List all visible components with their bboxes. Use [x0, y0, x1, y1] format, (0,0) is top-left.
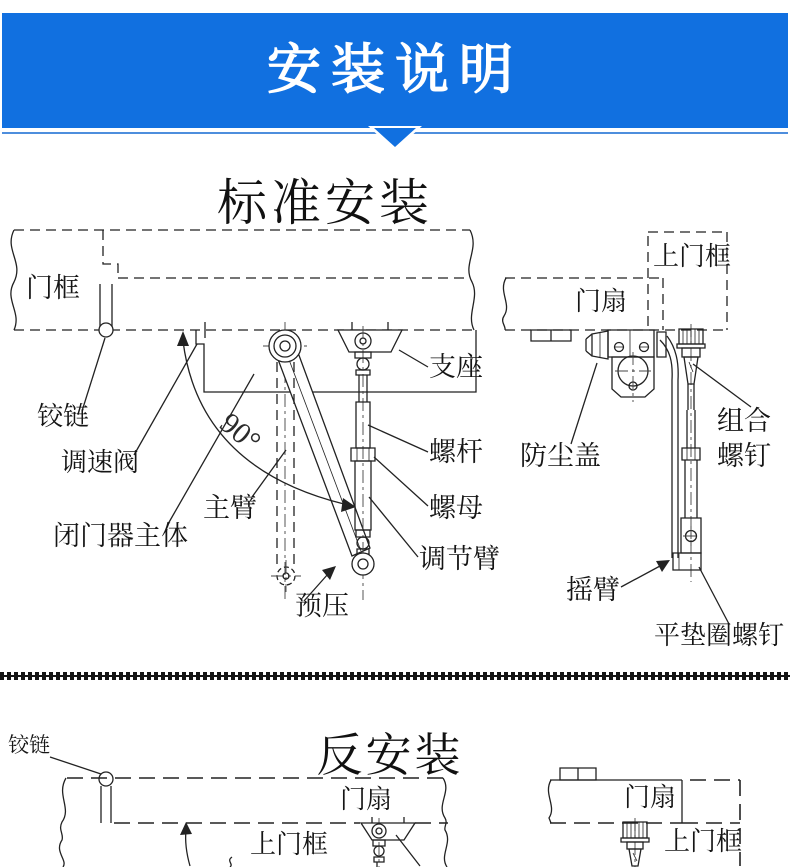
banner-title: 安装说明 [267, 40, 523, 100]
upper-frame-label-reverse-right: 上门框 [664, 827, 743, 856]
combo-screw-label [717, 404, 771, 473]
hinge-label-reverse: 铰链 [8, 733, 50, 757]
door-leaf-label-standard: 门扇 [575, 287, 628, 316]
speed-valve-label: 调速阀 [61, 448, 140, 477]
flat-washer-screw-label: 平垫圈螺钉 [654, 621, 785, 650]
preload-label: 预压 [295, 591, 349, 621]
hinge-label: 铰链 [37, 402, 90, 431]
combo-screw-line1: 组合 [717, 406, 771, 436]
rocker-arm-label: 摇臂 [566, 575, 620, 605]
dust-cover-label: 防尘盖 [520, 441, 601, 471]
closer-body-label: 闭门器主体 [53, 521, 188, 551]
bracket-label: 支座 [429, 352, 483, 382]
door-frame-label: 门框 [26, 273, 80, 303]
upper-frame-label-standard: 上门框 [653, 242, 732, 271]
standard-install-title: 标准安装 [217, 175, 433, 231]
door-leaf-label-reverse-right: 门扇 [624, 783, 677, 812]
adjust-arm-label: 调节臂 [419, 544, 500, 574]
nut-label: 螺母 [429, 493, 483, 523]
door-leaf-label-reverse-left: 门扇 [340, 785, 393, 814]
combo-screw-line2: 螺钉 [717, 440, 771, 471]
main-arm-label: 主臂 [203, 493, 257, 523]
upper-frame-label-reverse-left: 上门框 [250, 830, 329, 859]
reverse-install-title: 反安装 [316, 730, 464, 781]
angle-90-label: 90° [213, 406, 267, 459]
screw-rod-label: 螺杆 [429, 437, 483, 467]
